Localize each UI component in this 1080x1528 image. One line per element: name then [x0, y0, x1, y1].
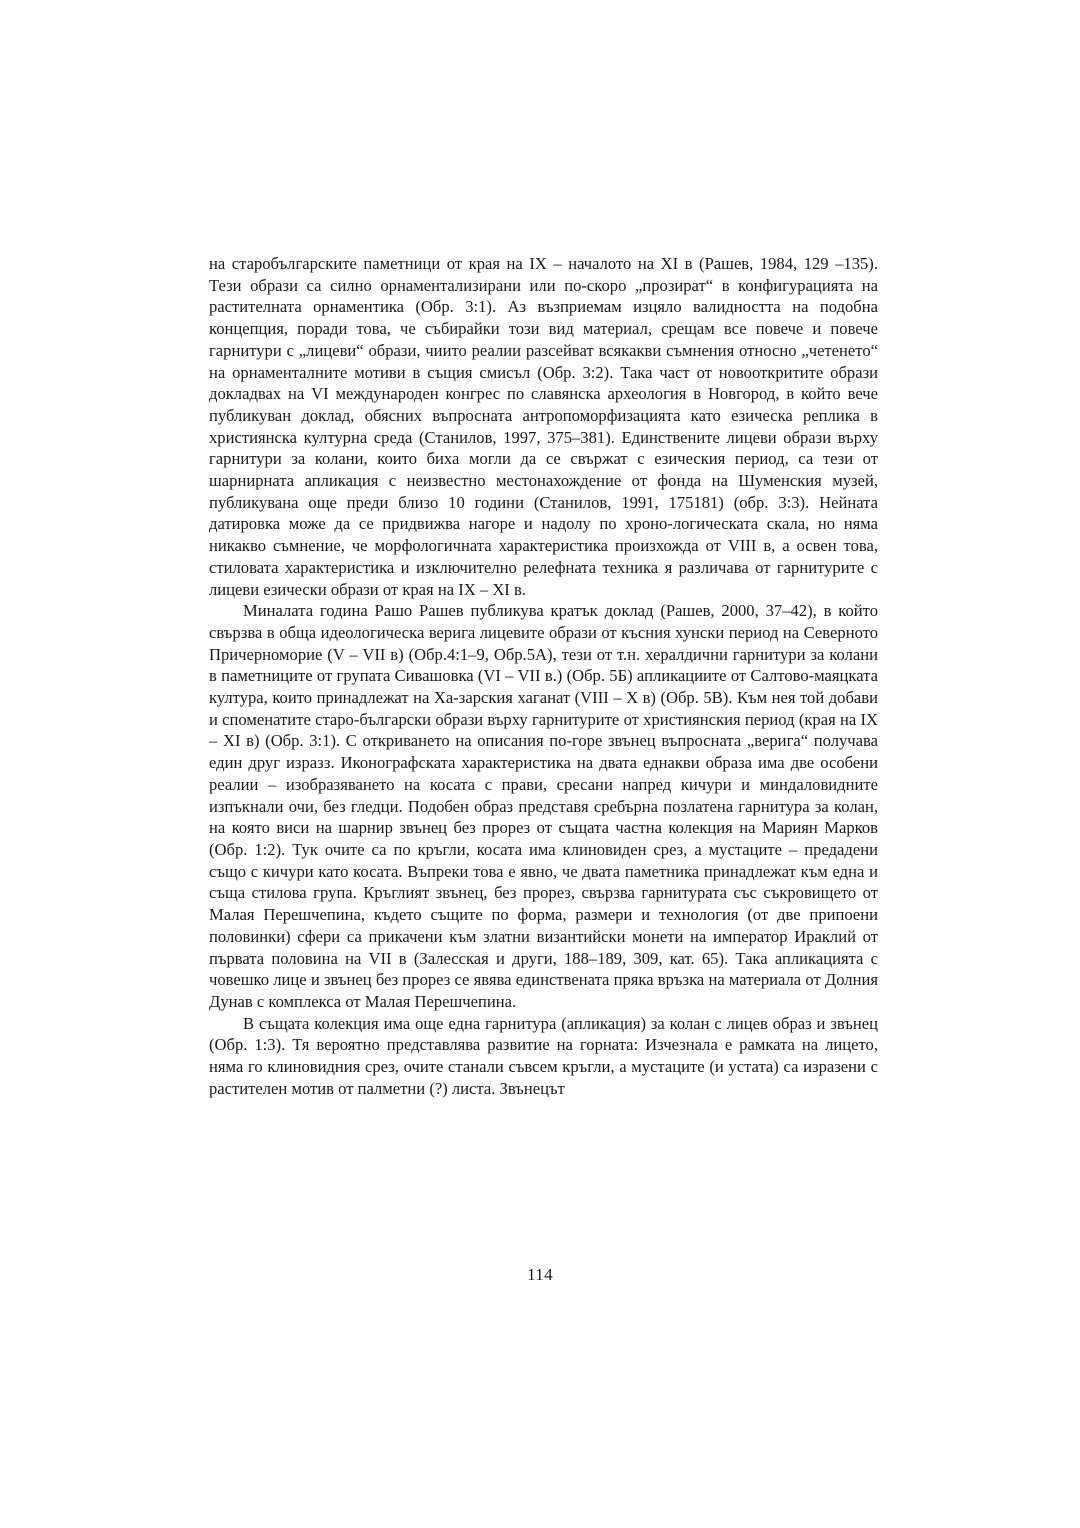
- paragraph-1: на старобългарските паметници от края на IX – началото на XI в (Рашев, 1984, 129 –135). Тези образи са силно орнаментализирани или по-скоро „прозират“ в конфигурацията на растителната орнаментика (Обр. 3:1). Аз възприемам изцяло валидността на подобна концепция, поради това, че събирайки този вид материал, срещам все повече и повече гарнитури с „лицеви“ образи, чиито реалии разсейват всякакви съмнения относно „четенето“ на орнаменталните мотиви в същия смисъл (Обр. 3:2). Така част от новооткритите образи докладвах на VI международен конгрес по славянска археология в Новгород, в който вече публикуван доклад, обясних въпросната антропоморфизацията като езическа реплика в християнска културна среда (Станилов, 1997, 375–381). Единствените лицеви образи върху гарнитури за колани, които биха могли да се свържат с езическия период, са тези от шарнирната апликация с неизвестно местонахождение от фонда на Шуменския музей, публикувана още преди близо 10 години (Станилов, 1991, 175181) (обр. 3:3). Нейната датировка може да се придвижва нагоре и надолу по хроно-логическата скала, но няма никакво съмнение, че морфологичната характеристика произхожда от VIII в, а освен това, стиловата характеристика и изключително релефната техника я различава от гарнитурите с лицеви езически образи от края на IX – XI в.: [209, 254, 878, 599]
- paragraph-3: В същата колекция има още една гарнитура (апликация) за колан с лицев образ и звънец (Обр. 1:3). Тя вероятно представлява развитие на горната: Изчезнала е рамката на лицето, няма го клиновидния срез, очите станали съвсем кръгли, а мустаците (и устата) са изразени с растителен мотив от палметни (?) листа. Звънецът: [209, 1013, 878, 1098]
- page-number: 114: [527, 1265, 553, 1284]
- body-text: [209, 253, 878, 1099]
- paragraph-2: Миналата година Рашо Рашев публикува кратък доклад (Рашев, 2000, 37–42), в който свързва в обща идеологическа верига лицевите образи от късния хунски период на Северното Причерноморие (V – VII в) (Обр.4:1–9, Обр.5А), тези от т.н. хералдични гарнитури за колани в паметниците от групата Сивашовка (VI – VII в.) (Обр. 5Б) апликациите от Салтово-маяцката култура, които принадлежат на Ха-зарския хаганат (VIII – X в) (Обр. 5В). Към нея той добави и споменатите старо-български образи върху гарнитурите от християнския период (края на IX – XI в) (Обр. 3:1). С откриването на описания по-горе звънец въпросната „верига“ получава един друг изразз. Иконографската характеристика на двата еднакви образа има две особени реалии – изобразяването на косата с прави, сресани напред кичури и миндаловидните изпъкнали очи, без гледци. Подобен образ представя сребърна позлатена гарнитура за колан, на която виси на шарнир звънец без прорез от същата частна колекция на Мариян Марков (Обр. 1:2). Тук очите са по кръгли, косата има клиновиден срез, а мустаците – предадени също с кичури като косата. Въпреки това е явно, че двата паметника принадлежат към една и съща стилова група. Кръглият звънец, без прорез, свързва гарнитурата със съкровището от Малая Перешчепина, където същите по форма, размери и технология (от две припоени половинки) сфери са прикачени към златни византийски монети на император Ираклий от първата половина на VII в (Залесская и други, 188–189, 309, кат. 65). Така апликацията с човешко лице и звънец без прорез се явява единствената пряка връзка на материала от Долния Дунав с комплекса от Малая Перешчепина.: [209, 601, 878, 1011]
